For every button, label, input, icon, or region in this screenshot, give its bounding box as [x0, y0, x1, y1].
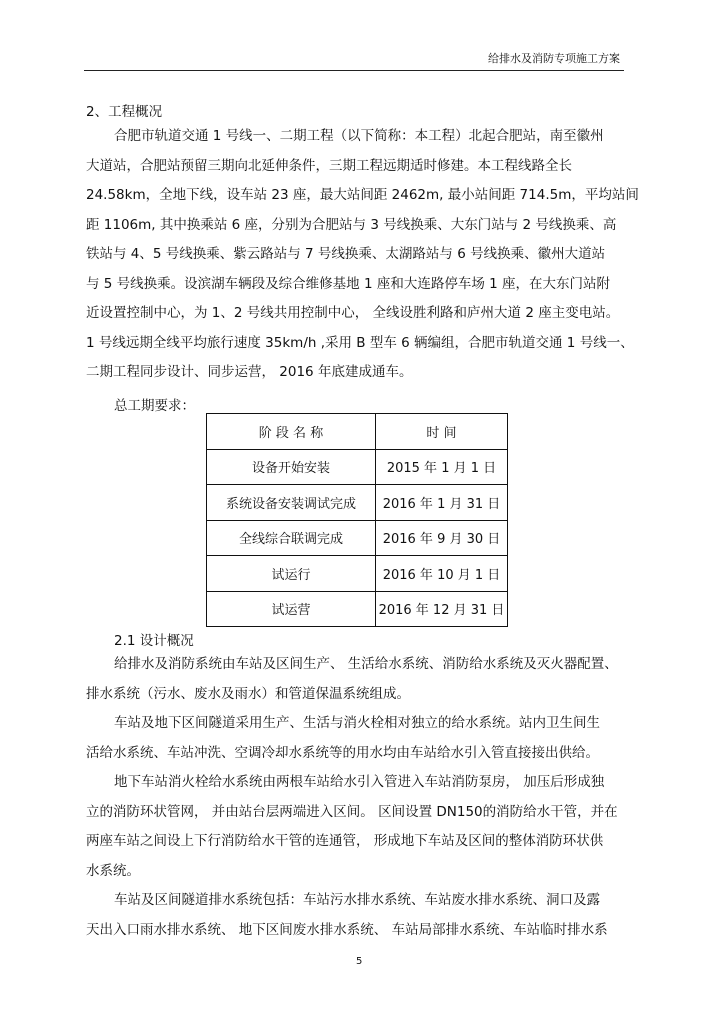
table-header-row: [207, 414, 508, 450]
table-row: [207, 485, 508, 521]
subsection-heading: 2.1 设计概况: [114, 633, 194, 649]
section-heading: 2、工程概况: [86, 104, 163, 120]
text-line: 水系统。: [86, 862, 140, 879]
header-rule: [84, 70, 624, 71]
text-line: 两座车站之间设上下行消防给水干管的连通管， 形成地下车站及区间的整体消防环状供: [86, 833, 604, 849]
time-cell: 2016 年 1 月 31 日: [376, 485, 508, 521]
text-line: 二期工程同步设计、同步运营， 2016 年底建成通车。: [86, 364, 413, 380]
time-cell: 2016 年 12 月 31 日: [376, 591, 508, 627]
text-line: 大道站，合肥站预留三期向北延伸条件，三期工程远期适时修建。本工程线路全长: [86, 157, 572, 174]
text-line: 距 1106m, 其中换乘站 6 座，分别为合肥站与 3 号线换乘、大东门站与 2 号线换乘、高: [86, 216, 617, 233]
text-line: 排水系统（污水、废水及雨水）和管道保温系统组成。: [86, 685, 410, 702]
text-line: 车站及地下区间隧道采用生产、生活与消火栓相对独立的给水系统。站内卫生间生: [114, 715, 600, 731]
header-title: 给排水及消防专项施工方案: [488, 52, 620, 65]
table-row: [207, 449, 508, 485]
time-cell: 2015 年 1 月 1 日: [376, 449, 508, 485]
table-row: [207, 520, 508, 556]
design-paragraph: [86, 650, 632, 709]
text-line: 近设置控制中心，为 1、2 号线共用控制中心， 全线设胜利路和庐州大道 2 座主变电站。: [86, 305, 620, 321]
text-line: 24.58km，全地下线，设车站 23 座，最大站间距 2462m, 最小站间距 714.5m，平均站间: [86, 187, 639, 203]
time-cell: 2016 年 9 月 30 日: [376, 520, 508, 556]
table-row: [207, 591, 508, 627]
stage-cell: 试运行: [207, 556, 376, 592]
design-paragraph: [86, 886, 632, 945]
column-header-stage: 阶 段 名 称: [207, 414, 376, 450]
text-line: 活给水系统、车站冲洗、空调冷却水系统等的用水均由车站给水引入管直接接出供给。: [86, 744, 599, 761]
page-number: 5: [356, 956, 363, 967]
text-line: 1 号线远期全线平均旅行速度 35km/h ,采用 B 型车 6 辆编组，合肥市轨道交通 1 号线一、: [86, 334, 634, 351]
stage-cell: 系统设备安装调试完成: [207, 485, 376, 521]
text-line: 铁站与 4、5 号线换乘、紫云路站与 7 号线换乘、太湖路站与 6 号线换乘、徽州大道站: [86, 246, 606, 262]
text-line: 合肥市轨道交通 1 号线一、二期工程（以下简称：本工程）北起合肥站，南至徽州: [114, 128, 604, 144]
table-row: [207, 556, 508, 592]
text-line: 与 5 号线换乘。设滨湖车辆段及综合维修基地 1 座和大连路停车场 1 座，在大东门站附: [86, 275, 611, 292]
text-line: 给排水及消防系统由车站及区间生产、 生活给水系统、消防给水系统及灭火器配置、: [114, 656, 618, 672]
design-paragraph: [86, 768, 632, 886]
text-line: 天出入口雨水排水系统、 地下区间废水排水系统、 车站局部排水系统、车站临时排水系: [86, 921, 608, 938]
overview-paragraph: [86, 122, 639, 388]
column-header-time: 时 间: [376, 414, 508, 450]
schedule-table: [206, 413, 508, 627]
stage-cell: 全线综合联调完成: [207, 520, 376, 556]
time-cell: 2016 年 10 月 1 日: [376, 556, 508, 592]
stage-cell: 试运营: [207, 591, 376, 627]
text-line: 车站及区间隧道排水系统包括：车站污水排水系统、车站废水排水系统、洞口及露: [114, 892, 600, 908]
design-paragraph: [86, 709, 632, 768]
text-line: 立的消防环状管网， 并由站台层两端进入区间。 区间设置 DN150的消防给水干管，并在: [86, 803, 618, 820]
stage-cell: 设备开始安装: [207, 449, 376, 485]
schedule-caption: 总工期要求：: [114, 398, 195, 414]
text-line: 地下车站消火栓给水系统由两根车站给水引入管进入车站消防泵房， 加压后形成独: [114, 774, 605, 790]
